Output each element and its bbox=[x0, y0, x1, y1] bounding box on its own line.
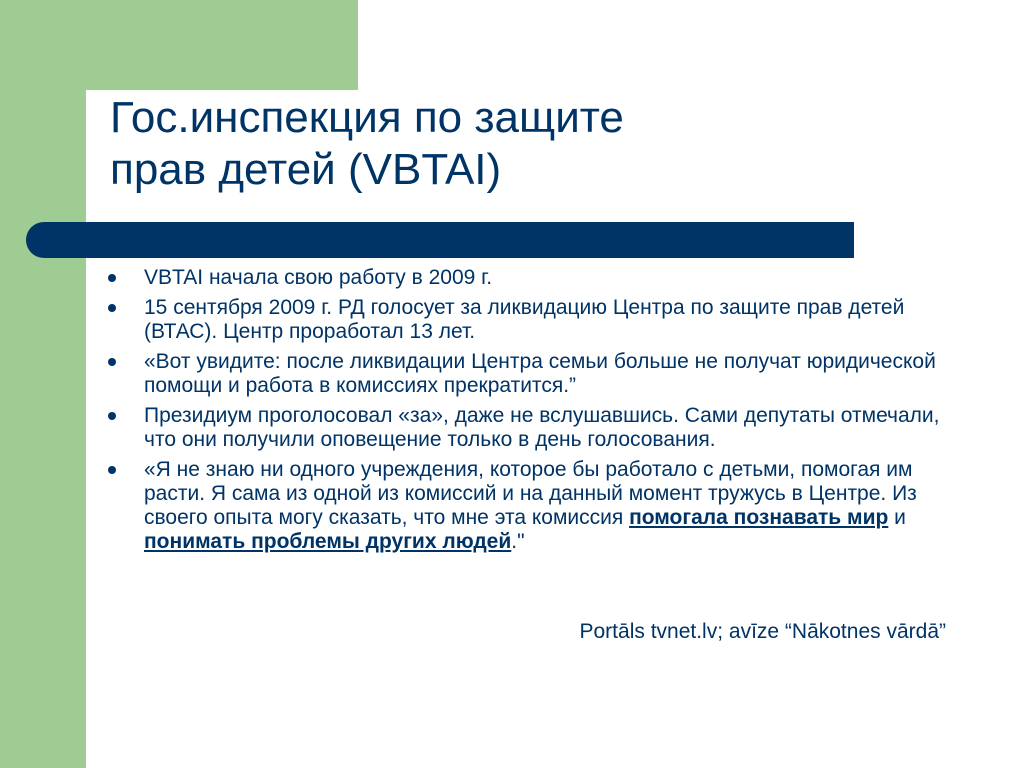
title-divider-bar bbox=[26, 222, 854, 258]
bullet-item bbox=[100, 458, 960, 554]
bullet-item bbox=[100, 350, 960, 398]
bullet-dot-icon bbox=[108, 466, 116, 474]
quote-text-part-3: ." bbox=[511, 530, 525, 553]
bullet-item bbox=[100, 404, 960, 452]
bullet-dot-icon bbox=[108, 412, 116, 420]
bullet-text: VBTAI начала свою работу в 2009 г. bbox=[144, 266, 493, 289]
bullet-dot-icon bbox=[108, 274, 116, 282]
quote-text-part-2: и bbox=[888, 506, 906, 529]
quote-highlight-1: помогала познавать мир bbox=[629, 506, 889, 529]
decor-green-side bbox=[0, 0, 86, 768]
bullet-list bbox=[100, 266, 960, 560]
source-citation: Portāls tvnet.lv; avīze “Nākotnes vārdā” bbox=[579, 620, 946, 643]
bullet-text: 15 сентября 2009 г. РД голосует за ликвидацию Центра по защите прав детей (ВТАС). Центр проработал 13 лет. bbox=[144, 296, 905, 343]
slide-title bbox=[110, 92, 890, 196]
bullet-text: «Вот увидите: после ликвидации Центра семьи больше не получат юридической помощи и работа в комиссиях прекратится.” bbox=[144, 350, 936, 397]
bullet-text: Президиум проголосовал «за», даже не вслушавшись. Сами депутаты отмечали, что они получили оповещение только в день голосования. bbox=[144, 404, 940, 451]
bullet-dot-icon bbox=[108, 358, 116, 366]
bullet-item bbox=[100, 296, 960, 344]
slide-title-line-1: Гос.инспекция по защите bbox=[110, 93, 624, 142]
bullet-text-quote bbox=[144, 458, 960, 554]
bullet-dot-icon bbox=[108, 304, 116, 312]
quote-highlight-2: понимать проблемы других людей bbox=[144, 530, 512, 553]
quote-text-part-1: «Я не знаю ни одного учреждения, которое бы работало с детьми, помогая им расти. Я сама из одной из комиссий и на данный момент тружусь в Центре. Из своего опыта могу сказать, что мне эта комиссия bbox=[144, 458, 917, 529]
slide-title-line-2: прав детей (VBTAI) bbox=[110, 145, 502, 194]
bullet-item bbox=[100, 266, 960, 290]
